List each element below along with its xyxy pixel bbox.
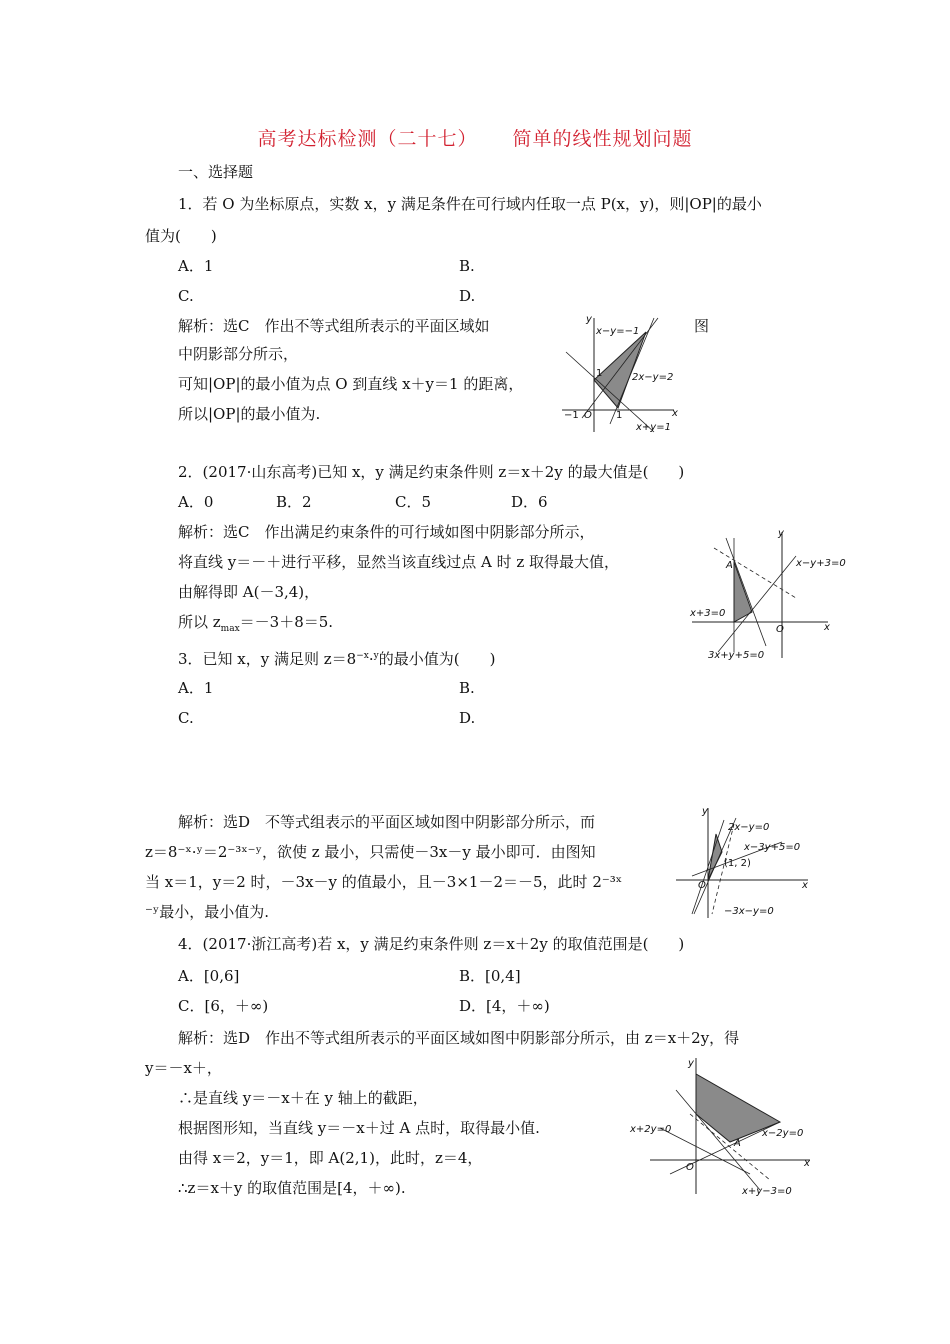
q1-stem-line1: 1．若 O 为坐标原点，实数 x，y 满足条件在可行域内任取一点 P(x，y)，则|OP|的最小 xyxy=(178,195,762,213)
q1-option-c: C. xyxy=(178,287,194,305)
q1-tick-1: 1 xyxy=(596,368,603,379)
q4-solution-line5: 由得 x＝2，y＝1，即 A(2,1)，此时，z＝4， xyxy=(178,1149,483,1167)
q3-y-label: y xyxy=(702,806,708,817)
q3-stem-sup: −x xyxy=(356,651,369,661)
q1-solution-line4: 所以|OP|的最小值为. xyxy=(178,405,321,423)
q2-line-label-1: x−y+3=0 xyxy=(796,558,846,569)
q2-option-a: A．0 xyxy=(178,493,214,511)
q2-x-label: x xyxy=(824,622,830,633)
q1-option-d: D. xyxy=(459,287,476,305)
q3-origin-label: O xyxy=(698,880,706,891)
q1-origin-label: O xyxy=(584,410,592,421)
q2-option-c: C．5 xyxy=(395,493,432,511)
q4-option-a: A．[0,6] xyxy=(178,967,240,985)
q4-point-a: A xyxy=(734,1138,741,1149)
q4-x-label: x xyxy=(804,1158,810,1169)
q2-option-d: D．6 xyxy=(511,493,548,511)
q3-x-label: x xyxy=(802,880,808,891)
q2-option-b: B．2 xyxy=(276,493,312,511)
q2-solution-4b: ＝－3＋8＝5. xyxy=(239,613,334,631)
q1-tick-1b: 1 xyxy=(616,410,623,421)
q1-x-label: x xyxy=(672,408,678,419)
q3-solution-line2: z＝8⁻ˣ·ʸ＝2⁻³ˣ⁻ʸ，欲使 z 最小，只需使－3x－y 最小即可．由图知 xyxy=(145,843,596,861)
q1-option-a: A．1 xyxy=(178,257,214,275)
q1-option-b: B. xyxy=(459,257,475,275)
q2-y-label: y xyxy=(778,528,784,539)
q2-origin-label: O xyxy=(776,624,784,635)
q4-solution-line6: ∴z＝x＋y 的取值范围是[4，＋∞). xyxy=(178,1179,406,1197)
q1-line-x-minus-y xyxy=(566,352,654,432)
q3-option-d: D. xyxy=(459,709,476,727)
q4-line-label-2: x−2y=0 xyxy=(762,1128,804,1139)
q3-solution-line4: ⁻ʸ最小，最小值为. xyxy=(145,903,270,921)
q2-line-label-3: 3x+y+5=0 xyxy=(708,650,765,661)
q4-solution-line3: ∴是直线 y＝－x＋在 y 轴上的截距， xyxy=(178,1089,428,1107)
q1-figure xyxy=(558,312,688,436)
q1-solution-line1: 解析：选C 作出不等式组所表示的平面区域如 xyxy=(178,317,490,335)
q3-stem-a: 3．已知 x，y 满足则 z＝8 xyxy=(178,650,357,668)
q2-line-label-2: x+3=0 xyxy=(690,608,726,619)
q3-option-a: A．1 xyxy=(178,679,214,697)
q2-objective-line xyxy=(714,548,796,598)
q4-solution-line1: 解析：选D 作出不等式组所表示的平面区域如图中阴影部分所示，由 z＝x＋2y，得 xyxy=(178,1029,740,1047)
q4-line-label-3: x+y−3=0 xyxy=(742,1186,792,1197)
q3-line-label-1: 2x−y=0 xyxy=(728,822,770,833)
q3-solution-line1: 解析：选D 不等式组表示的平面区域如图中阴影部分所示，而 xyxy=(178,813,596,831)
q3-stem-sup2: y xyxy=(373,651,379,661)
q3-line-label-3: −3x−y=0 xyxy=(724,906,774,917)
q1-tick-minus1: −1 xyxy=(564,410,579,421)
q3-stem-b: · xyxy=(368,650,374,668)
q3-feasible-region xyxy=(708,834,722,880)
q4-option-d: D．[4，＋∞) xyxy=(459,997,550,1015)
q4-option-c: C．[6，＋∞) xyxy=(178,997,269,1015)
q2-line-3x-plus-y xyxy=(726,538,766,646)
q1-y-label: y xyxy=(586,314,592,325)
q2-solution-line4 xyxy=(178,612,333,639)
q3-stem-c: 的最小值为( ) xyxy=(378,650,496,668)
q3-solution-line3: 当 x＝1，y＝2 时，－3x－y 的值最小，且－3×1－2＝－5，此时 2⁻³ˣ xyxy=(145,873,623,891)
q4-line-label-1: x+2y=0 xyxy=(630,1124,672,1135)
q4-option-b: B．[0,4] xyxy=(459,967,521,985)
q2-solution-line3: 由解得即 A(－3,4)， xyxy=(178,583,320,601)
q1-stem-line2: 值为( ) xyxy=(145,227,217,245)
q2-solution-line2: 将直线 y＝－＋进行平移，显然当该直线过点 A 时 z 取得最大值， xyxy=(178,553,620,571)
q4-solution-line4: 根据图形知，当直线 y＝－x＋过 A 点时，取得最小值. xyxy=(178,1119,540,1137)
q4-origin-label: O xyxy=(686,1162,694,1173)
q3-line-label-2: x−3y+5=0 xyxy=(744,842,801,853)
q3-stem xyxy=(178,646,495,669)
q2-solution-sub: max xyxy=(220,624,240,634)
q2-point-a: A xyxy=(726,560,733,571)
q2-figure xyxy=(686,528,846,662)
q3-option-c: C. xyxy=(178,709,194,727)
q3-point-label: (1, 2) xyxy=(724,858,751,869)
q1-line-label-2: 2x−y=2 xyxy=(632,372,674,383)
q3-figure xyxy=(672,804,812,922)
q1-line-label-1: x−y=−1 xyxy=(596,326,640,337)
q2-solution-line1: 解析：选C 作出满足约束条件的可行域如图中阴影部分所示， xyxy=(178,523,595,541)
q4-stem: 4．(2017·浙江高考)若 x，y 满足约束条件则 z＝x＋2y 的取值范围是( ) xyxy=(178,935,685,953)
q4-figure xyxy=(630,1054,814,1198)
q4-solution-line2: y＝－x＋， xyxy=(145,1059,222,1077)
title-main: 高考达标检测（二十七） xyxy=(257,128,478,150)
q4-y-label: y xyxy=(688,1058,694,1069)
section-heading: 一、选择题 xyxy=(178,163,254,181)
q1-solution-line2: 中阴影部分所示， xyxy=(178,345,299,363)
page-title xyxy=(0,124,950,151)
q3-option-b: B. xyxy=(459,679,475,697)
q2-stem: 2．(2017·山东高考)已知 x，y 满足约束条件则 z＝x＋2y 的最大值是( ) xyxy=(178,463,685,481)
title-topic: 简单的线性规划问题 xyxy=(512,128,693,150)
q1-solution-line1b: 图 xyxy=(694,317,710,335)
q1-line-label-3: x+y=1 xyxy=(636,422,671,433)
q1-solution-line3: 可知|OP|的最小值为点 O 到直线 x＋y＝1 的距离， xyxy=(178,375,524,393)
q2-solution-4a: 所以 z xyxy=(178,613,221,631)
